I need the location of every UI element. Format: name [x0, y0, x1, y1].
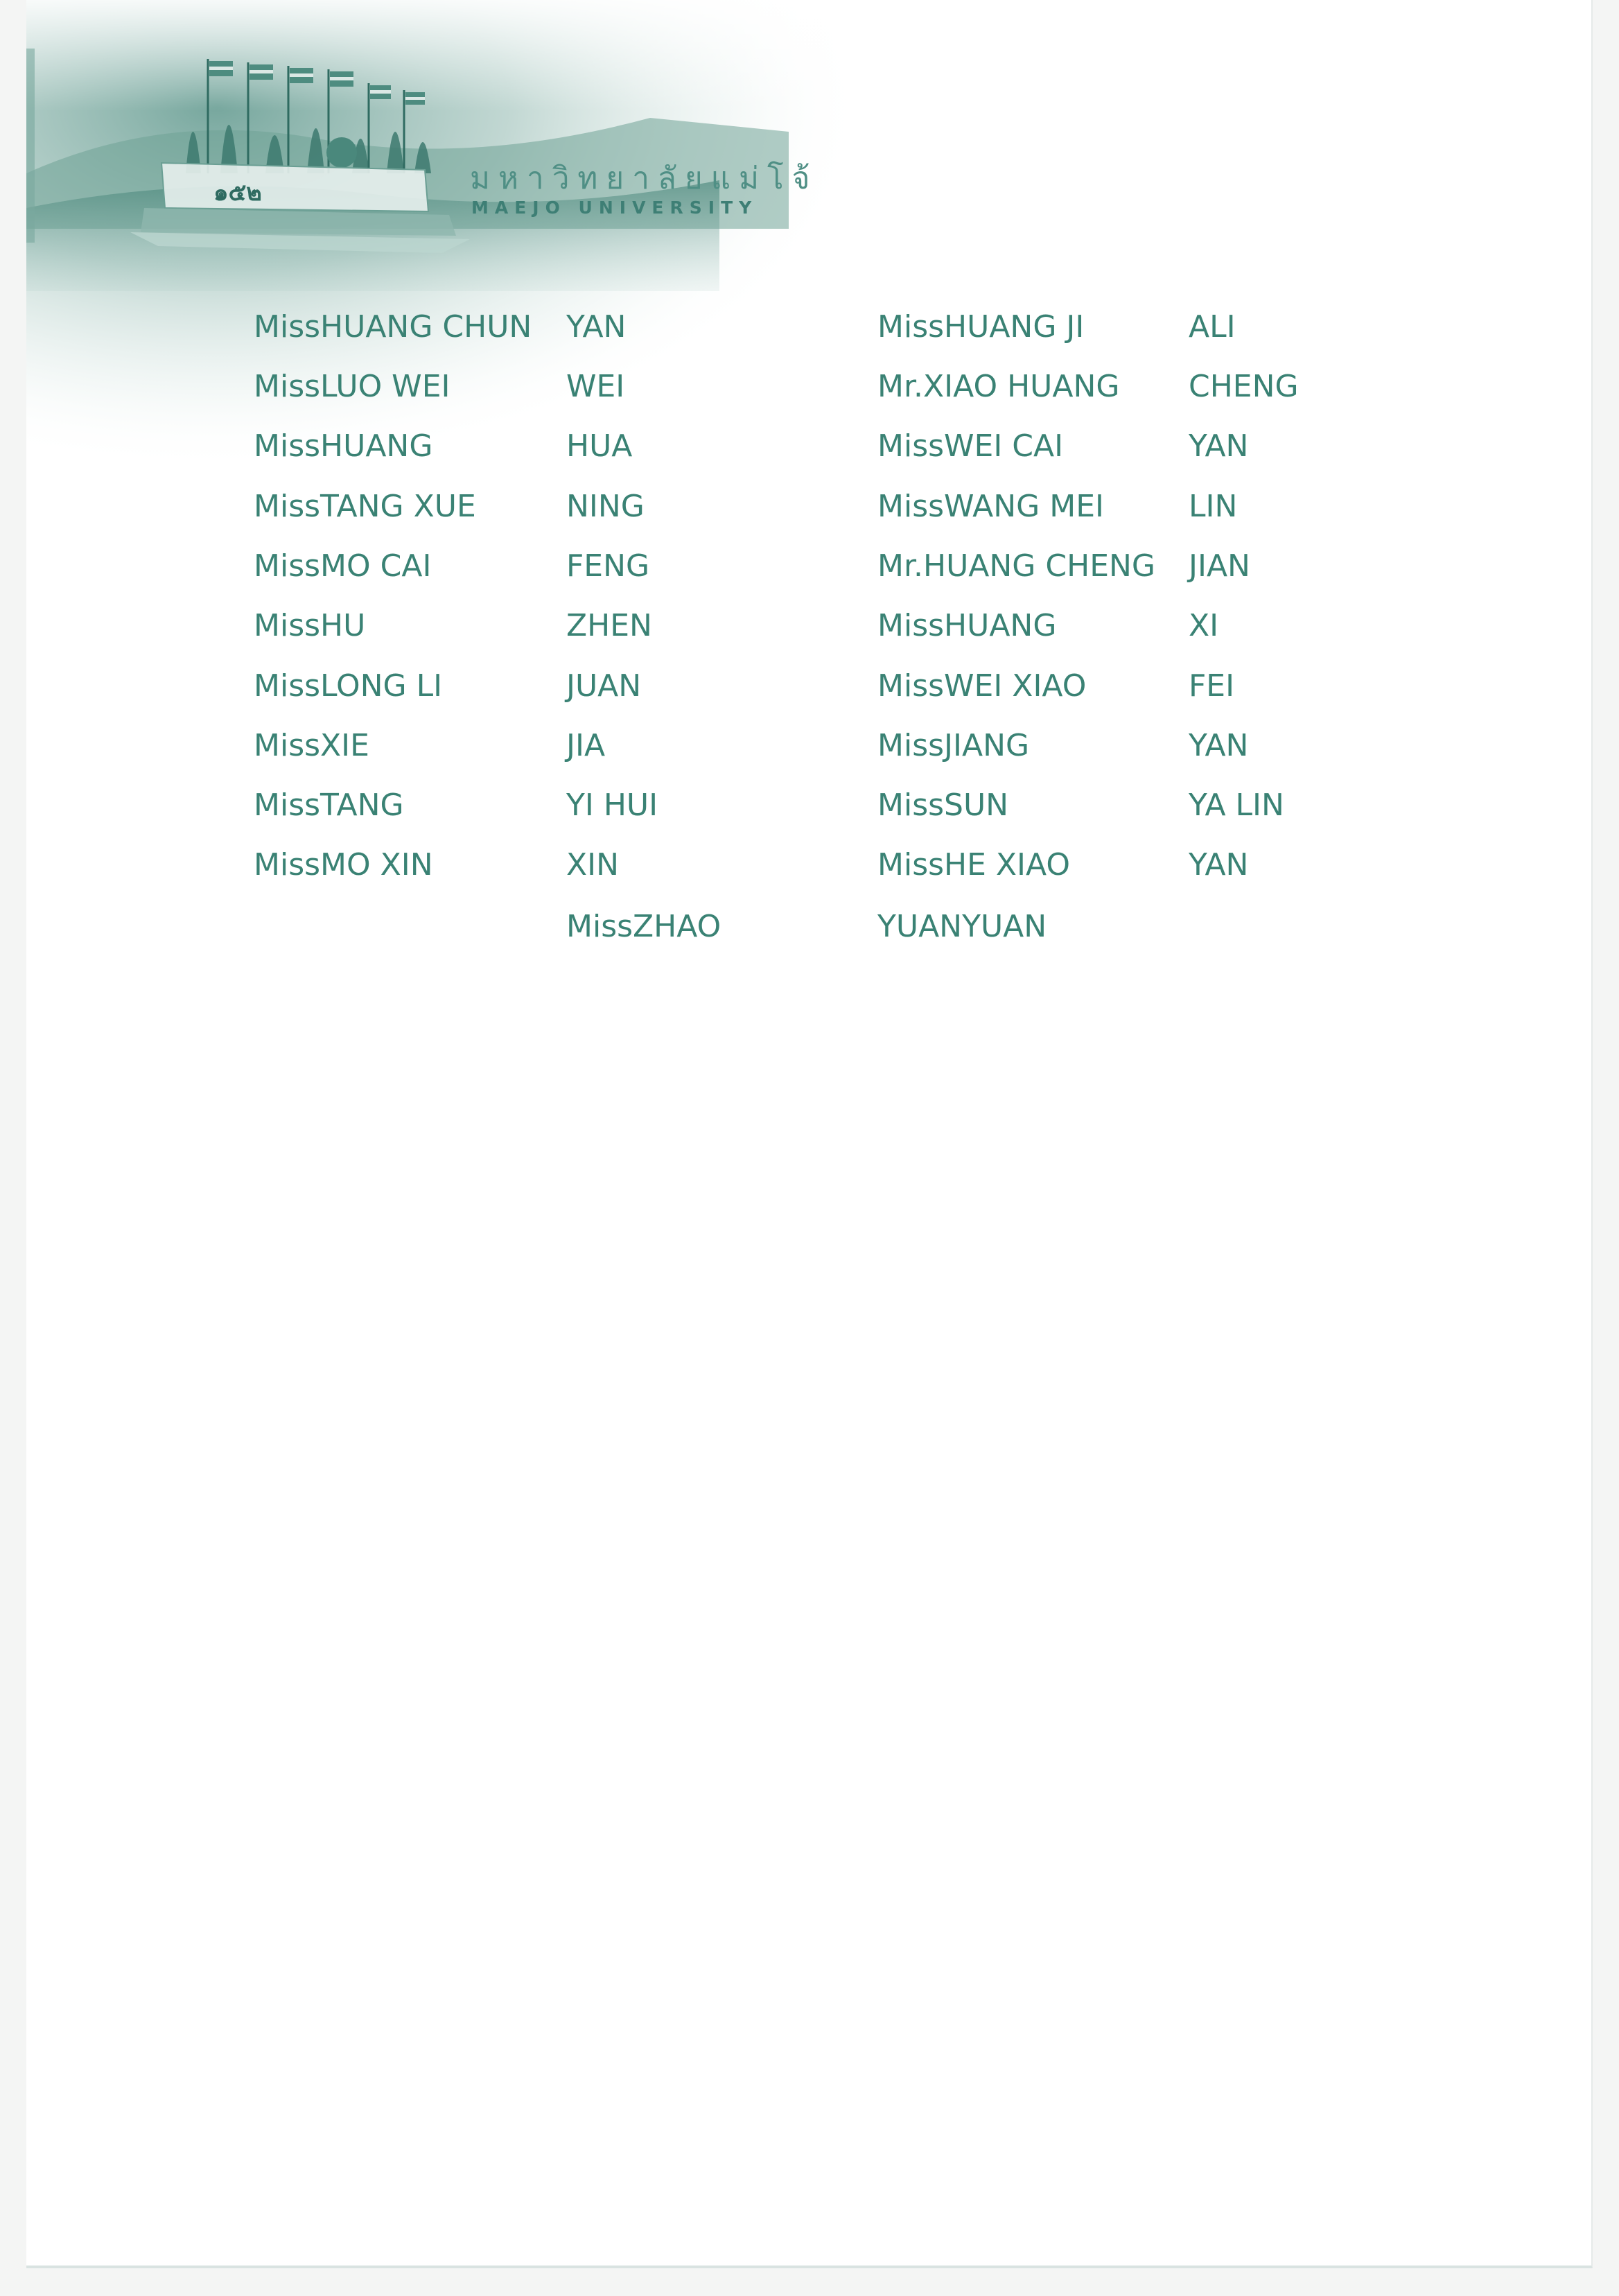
- given-name-cell: JIAN: [1189, 548, 1250, 584]
- given-name-cell: WEI: [566, 369, 625, 404]
- surname-cell: MissMO XIN: [254, 847, 433, 882]
- given-name-cell: XIN: [566, 847, 620, 882]
- given-name-cell: YAN: [1189, 728, 1249, 763]
- surname-cell: MissHE XIAO: [877, 847, 1070, 882]
- surname-cell: MissTANG XUE: [254, 489, 476, 524]
- given-name-cell: ALI: [1189, 309, 1236, 345]
- monument-number: ๑๕๒: [213, 179, 262, 207]
- surname-cell: MissWEI CAI: [877, 428, 1064, 464]
- letterhead: [26, 0, 893, 485]
- surname-cell: Mr.XIAO HUANG: [877, 369, 1120, 404]
- given-name-cell: YAN: [1189, 428, 1249, 464]
- surname-cell: Mr.HUANG CHENG: [877, 548, 1156, 584]
- surname-cell: MissWEI XIAO: [877, 668, 1087, 704]
- surname-cell: MissHUANG: [877, 608, 1057, 643]
- surname-cell: MissHUANG: [254, 428, 433, 464]
- given-name-cell: FEI: [1189, 668, 1235, 704]
- given-name-cell: JIA: [566, 728, 606, 763]
- surname-cell: MissHU: [254, 608, 366, 643]
- surname-cell: MissHUANG CHUN: [254, 309, 532, 345]
- given-name-cell: HUA: [566, 428, 633, 464]
- given-name-cell: YA LIN: [1189, 788, 1284, 823]
- given-name-cell: LIN: [1189, 489, 1238, 524]
- surname-cell: MissLUO WEI: [254, 369, 450, 404]
- document-page: [26, 0, 1593, 2268]
- given-name-cell: YAN: [1189, 847, 1249, 882]
- surname-cell: MissXIE: [254, 728, 369, 763]
- surname-cell: MissMO CAI: [254, 548, 432, 584]
- given-name-cell: FENG: [566, 548, 650, 584]
- surname-cell: MissWANG MEI: [877, 489, 1104, 524]
- monument-photo: [26, 0, 893, 485]
- given-name-cell: XI: [1189, 608, 1219, 643]
- surname-cell: MissZHAO: [566, 909, 721, 944]
- given-name-cell: CHENG: [1189, 369, 1299, 404]
- surname-cell: MissJIANG: [877, 728, 1030, 763]
- university-english-name: MAEJO UNIVERSITY: [471, 198, 758, 218]
- surname-cell: MissTANG: [254, 788, 404, 823]
- surname-cell: MissHUANG JI: [877, 309, 1085, 345]
- given-name-cell: JUAN: [566, 668, 642, 704]
- surname-cell: MissLONG LI: [254, 668, 443, 704]
- given-name-cell: NING: [566, 489, 645, 524]
- given-name-cell: YAN: [566, 309, 627, 345]
- surname-cell: MissSUN: [877, 788, 1009, 823]
- university-thai-name: มหาวิทยาลัยแม่โจ้: [470, 161, 819, 196]
- given-name-cell: YUANYUAN: [877, 909, 1047, 944]
- given-name-cell: YI HUI: [566, 788, 658, 823]
- given-name-cell: ZHEN: [566, 608, 652, 643]
